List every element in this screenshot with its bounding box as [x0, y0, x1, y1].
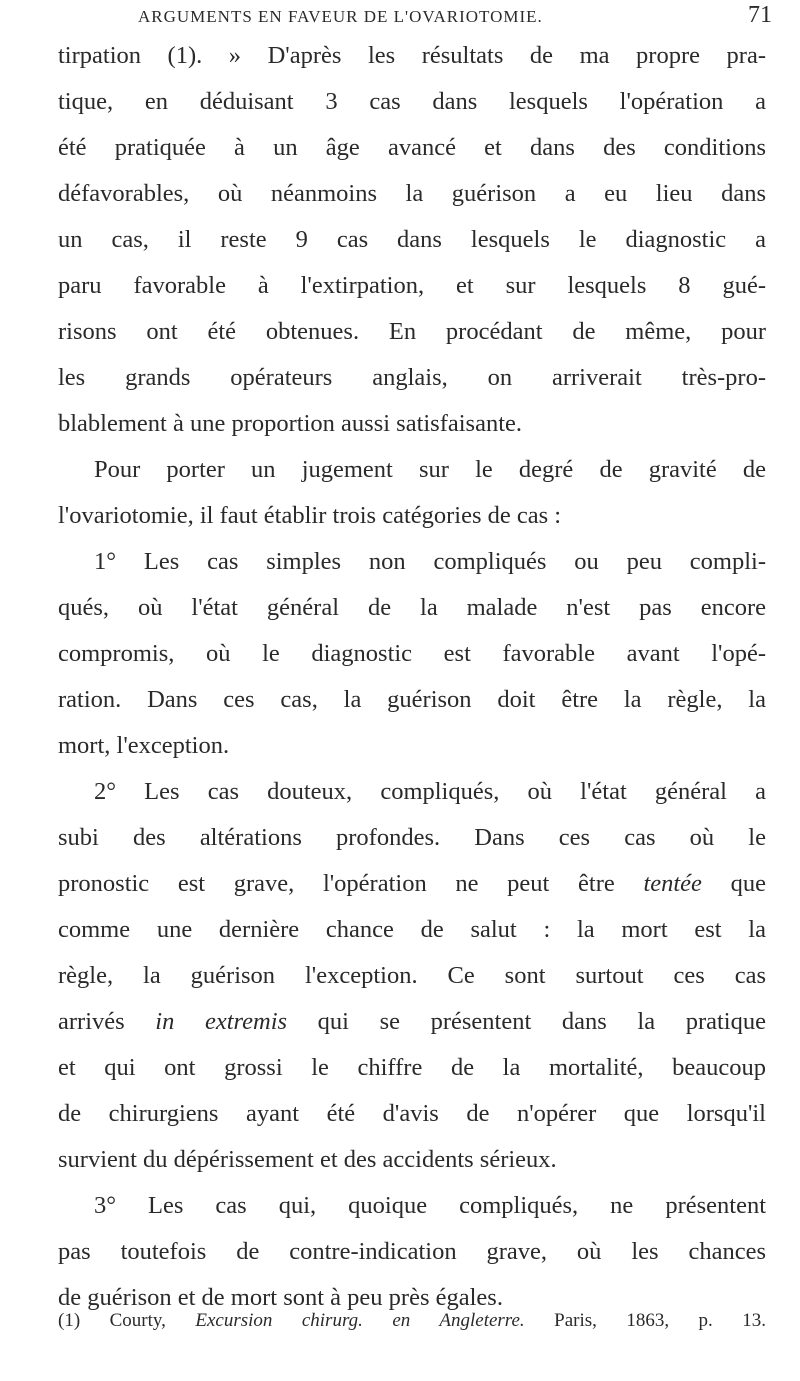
line-text: et qui ont grossi le chiffre de la mortalité, beaucoup — [58, 1054, 766, 1081]
text-line — [58, 1183, 766, 1229]
line-text: blablement à une proportion aussi satisfaisante. — [58, 410, 523, 437]
text-line — [58, 79, 766, 125]
page-header — [0, 2, 800, 32]
text-line — [58, 355, 766, 401]
line-text: règle, la guérison l'exception. Ce sont surtout ces cas — [58, 962, 766, 989]
line-text: Pour porter un jugement sur le degré de gravité de — [94, 456, 766, 483]
line-text: subi des altérations profondes. Dans ces cas où le — [58, 824, 766, 851]
line-text: comme une dernière chance de salut : la mort est la — [58, 916, 766, 943]
text-line — [58, 447, 766, 493]
line-text: les grands opérateurs anglais, on arriverait très-pro- — [58, 364, 766, 391]
line-text: risons ont été obtenues. En procédant de même, pour — [58, 318, 766, 345]
text-line — [58, 585, 766, 631]
line-text: qui se présentent dans la pratique — [287, 1008, 766, 1035]
text-line — [58, 1229, 766, 1275]
line-text: compromis, où le diagnostic est favorable avant l'opé- — [58, 640, 766, 667]
text-line — [58, 493, 766, 539]
footnote-details: Paris, 1863, p. 13. — [524, 1310, 766, 1331]
italic-text: in extremis — [155, 1008, 288, 1035]
line-text: de chirurgiens ayant été d'avis de n'opérer que lorsqu'il — [58, 1100, 766, 1127]
text-line — [58, 861, 766, 907]
line-text: survient du dépérissement et des accidents sérieux. — [58, 1146, 557, 1173]
italic-text: tentée — [643, 870, 702, 897]
line-text: l'ovariotomie, il faut établir trois catégories de cas : — [58, 502, 562, 529]
text-line — [58, 263, 766, 309]
text-line — [58, 539, 766, 585]
text-line — [58, 217, 766, 263]
text-line — [58, 125, 766, 171]
line-text: tirpation (1). » D'après les résultats de ma propre pra- — [58, 42, 766, 69]
line-text: arrivés — [58, 1008, 156, 1035]
line-text: mort, l'exception. — [58, 732, 230, 759]
line-text: paru favorable à l'extirpation, et sur lesquels 8 gué- — [58, 272, 766, 299]
line-text: 1° Les cas simples non compliqués ou peu compli- — [94, 548, 766, 575]
text-line — [58, 677, 766, 723]
text-line — [58, 631, 766, 677]
text-line — [58, 309, 766, 355]
running-title: ARGUMENTS EN FAVEUR DE L'OVARIOTOMIE. — [138, 7, 543, 26]
page-number: 71 — [748, 2, 772, 28]
text-line — [58, 953, 766, 999]
text-line — [58, 1091, 766, 1137]
line-text: un cas, il reste 9 cas dans lesquels le diagnostic a — [58, 226, 766, 253]
text-line — [58, 769, 766, 815]
footnote — [58, 1310, 766, 1332]
line-text: tique, en déduisant 3 cas dans lesquels l'opération a — [58, 88, 766, 115]
body-text — [58, 33, 766, 1321]
line-text: que — [701, 870, 766, 897]
line-text: 3° Les cas qui, quoique compliqués, ne présentent — [94, 1192, 766, 1219]
line-text: ration. Dans ces cas, la guérison doit être la règle, la — [58, 686, 766, 713]
text-line — [58, 723, 766, 769]
line-text: de guérison et de mort sont à peu près égales. — [58, 1284, 503, 1311]
footnote-author: (1) Courty, — [58, 1310, 196, 1331]
text-line — [58, 907, 766, 953]
line-text: pronostic est grave, l'opération ne peut être — [58, 870, 644, 897]
text-line — [58, 1137, 766, 1183]
line-text: 2° Les cas douteux, compliqués, où l'état général a — [94, 778, 766, 805]
line-text: qués, où l'état général de la malade n'est pas encore — [58, 594, 766, 621]
text-line — [58, 401, 766, 447]
text-line — [58, 1045, 766, 1091]
line-text: été pratiquée à un âge avancé et dans des conditions — [58, 134, 766, 161]
text-line — [58, 815, 766, 861]
text-line — [58, 171, 766, 217]
line-text: défavorables, où néanmoins la guérison a eu lieu dans — [58, 180, 766, 207]
text-line — [58, 33, 766, 79]
footnote-title: Excursion chirurg. en Angleterre. — [195, 1310, 525, 1331]
text-line — [58, 999, 766, 1045]
line-text: pas toutefois de contre-indication grave, où les chances — [58, 1238, 766, 1265]
